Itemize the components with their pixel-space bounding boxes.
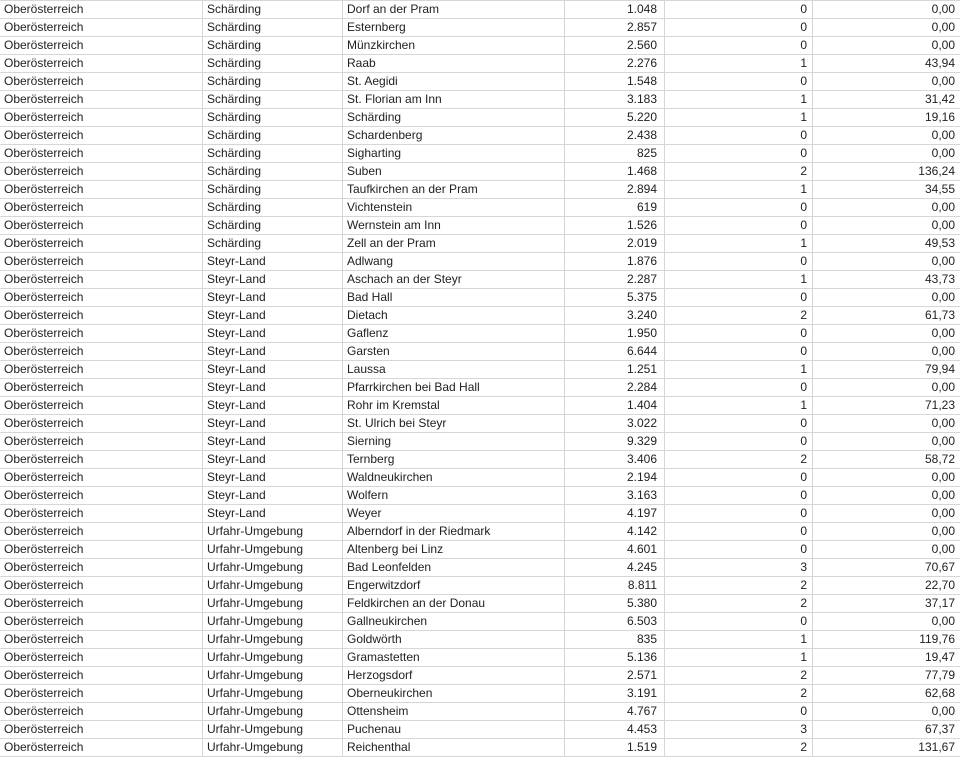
cell-population[interactable]: 1.519 <box>565 739 665 757</box>
cell-count[interactable]: 0 <box>665 145 813 163</box>
cell-state[interactable]: Oberösterreich <box>0 343 203 361</box>
cell-district[interactable]: Schärding <box>203 1 343 19</box>
cell-district[interactable]: Urfahr-Umgebung <box>203 721 343 739</box>
cell-population[interactable]: 3.240 <box>565 307 665 325</box>
cell-rate[interactable]: 0,00 <box>813 487 960 505</box>
cell-rate[interactable]: 0,00 <box>813 253 960 271</box>
cell-population[interactable]: 3.022 <box>565 415 665 433</box>
cell-population[interactable]: 6.644 <box>565 343 665 361</box>
cell-municipality[interactable]: Oberneukirchen <box>343 685 565 703</box>
cell-district[interactable]: Urfahr-Umgebung <box>203 631 343 649</box>
cell-state[interactable]: Oberösterreich <box>0 487 203 505</box>
cell-district[interactable]: Steyr-Land <box>203 379 343 397</box>
cell-rate[interactable]: 0,00 <box>813 37 960 55</box>
cell-state[interactable]: Oberösterreich <box>0 145 203 163</box>
cell-municipality[interactable]: Aschach an der Steyr <box>343 271 565 289</box>
cell-municipality[interactable]: Suben <box>343 163 565 181</box>
cell-municipality[interactable]: Reichenthal <box>343 739 565 757</box>
cell-rate[interactable]: 49,53 <box>813 235 960 253</box>
cell-district[interactable]: Urfahr-Umgebung <box>203 685 343 703</box>
table-row <box>0 631 960 649</box>
cell-state[interactable]: Oberösterreich <box>0 1 203 19</box>
cell-district[interactable]: Steyr-Land <box>203 469 343 487</box>
cell-rate[interactable]: 58,72 <box>813 451 960 469</box>
table-row <box>0 721 960 739</box>
cell-population[interactable]: 619 <box>565 199 665 217</box>
cell-district[interactable]: Steyr-Land <box>203 451 343 469</box>
cell-rate[interactable]: 43,94 <box>813 55 960 73</box>
cell-population[interactable]: 3.191 <box>565 685 665 703</box>
cell-rate[interactable]: 37,17 <box>813 595 960 613</box>
cell-rate[interactable]: 19,16 <box>813 109 960 127</box>
cell-count[interactable]: 1 <box>665 235 813 253</box>
cell-count[interactable]: 2 <box>665 739 813 757</box>
cell-population[interactable]: 4.245 <box>565 559 665 577</box>
cell-population[interactable]: 3.163 <box>565 487 665 505</box>
cell-district[interactable]: Steyr-Land <box>203 505 343 523</box>
table-row <box>0 37 960 55</box>
table-row <box>0 361 960 379</box>
table-row <box>0 595 960 613</box>
cell-population[interactable]: 2.571 <box>565 667 665 685</box>
cell-district[interactable]: Schärding <box>203 235 343 253</box>
cell-district[interactable]: Schärding <box>203 73 343 91</box>
cell-count[interactable]: 0 <box>665 217 813 235</box>
cell-state[interactable]: Oberösterreich <box>0 559 203 577</box>
cell-count[interactable]: 0 <box>665 523 813 541</box>
cell-rate[interactable]: 136,24 <box>813 163 960 181</box>
cell-municipality[interactable]: Laussa <box>343 361 565 379</box>
cell-district[interactable]: Urfahr-Umgebung <box>203 667 343 685</box>
table-row <box>0 523 960 541</box>
cell-district[interactable]: Steyr-Land <box>203 487 343 505</box>
cell-rate[interactable]: 0,00 <box>813 469 960 487</box>
cell-count[interactable]: 3 <box>665 559 813 577</box>
cell-population[interactable]: 1.526 <box>565 217 665 235</box>
cell-district[interactable]: Steyr-Land <box>203 253 343 271</box>
cell-population[interactable]: 3.406 <box>565 451 665 469</box>
cell-state[interactable]: Oberösterreich <box>0 73 203 91</box>
cell-state[interactable]: Oberösterreich <box>0 595 203 613</box>
table-row <box>0 703 960 721</box>
cell-district[interactable]: Urfahr-Umgebung <box>203 541 343 559</box>
cell-state[interactable]: Oberösterreich <box>0 379 203 397</box>
cell-count[interactable]: 0 <box>665 73 813 91</box>
table-row <box>0 325 960 343</box>
cell-state[interactable]: Oberösterreich <box>0 703 203 721</box>
cell-count[interactable]: 2 <box>665 685 813 703</box>
table-row <box>0 577 960 595</box>
cell-population[interactable]: 1.251 <box>565 361 665 379</box>
cell-district[interactable]: Steyr-Land <box>203 415 343 433</box>
cell-state[interactable]: Oberösterreich <box>0 451 203 469</box>
cell-count[interactable]: 0 <box>665 487 813 505</box>
cell-population[interactable]: 5.220 <box>565 109 665 127</box>
table-row <box>0 613 960 631</box>
cell-count[interactable]: 1 <box>665 631 813 649</box>
cell-count[interactable]: 0 <box>665 505 813 523</box>
table-row <box>0 397 960 415</box>
cell-population[interactable]: 2.857 <box>565 19 665 37</box>
cell-state[interactable]: Oberösterreich <box>0 127 203 145</box>
cell-count[interactable]: 1 <box>665 91 813 109</box>
cell-rate[interactable]: 62,68 <box>813 685 960 703</box>
cell-population[interactable]: 2.284 <box>565 379 665 397</box>
cell-rate[interactable]: 0,00 <box>813 505 960 523</box>
cell-count[interactable]: 0 <box>665 469 813 487</box>
cell-municipality[interactable]: Dietach <box>343 307 565 325</box>
cell-municipality[interactable]: Waldneukirchen <box>343 469 565 487</box>
cell-rate[interactable]: 0,00 <box>813 145 960 163</box>
cell-municipality[interactable]: Garsten <box>343 343 565 361</box>
cell-rate[interactable]: 0,00 <box>813 127 960 145</box>
table-row <box>0 1 960 19</box>
cell-state[interactable]: Oberösterreich <box>0 613 203 631</box>
cell-population[interactable]: 1.468 <box>565 163 665 181</box>
cell-district[interactable]: Schärding <box>203 181 343 199</box>
table-row <box>0 109 960 127</box>
cell-count[interactable]: 1 <box>665 55 813 73</box>
cell-municipality[interactable]: Weyer <box>343 505 565 523</box>
cell-state[interactable]: Oberösterreich <box>0 505 203 523</box>
cell-population[interactable]: 825 <box>565 145 665 163</box>
table-row <box>0 667 960 685</box>
cell-municipality[interactable]: Wolfern <box>343 487 565 505</box>
cell-district[interactable]: Schärding <box>203 91 343 109</box>
cell-state[interactable]: Oberösterreich <box>0 667 203 685</box>
cell-rate[interactable]: 0,00 <box>813 73 960 91</box>
cell-population[interactable]: 5.380 <box>565 595 665 613</box>
cell-population[interactable]: 2.894 <box>565 181 665 199</box>
cell-district[interactable]: Steyr-Land <box>203 325 343 343</box>
table-row <box>0 487 960 505</box>
cell-state[interactable]: Oberösterreich <box>0 55 203 73</box>
cell-district[interactable]: Schärding <box>203 145 343 163</box>
cell-district[interactable]: Urfahr-Umgebung <box>203 739 343 757</box>
cell-district[interactable]: Steyr-Land <box>203 343 343 361</box>
cell-municipality[interactable]: St. Ulrich bei Steyr <box>343 415 565 433</box>
cell-municipality[interactable]: Vichtenstein <box>343 199 565 217</box>
table-row <box>0 217 960 235</box>
cell-district[interactable]: Schärding <box>203 127 343 145</box>
table-row <box>0 649 960 667</box>
cell-count[interactable]: 3 <box>665 721 813 739</box>
cell-state[interactable]: Oberösterreich <box>0 235 203 253</box>
table-row <box>0 145 960 163</box>
cell-municipality[interactable]: Adlwang <box>343 253 565 271</box>
table-row <box>0 235 960 253</box>
cell-count[interactable]: 0 <box>665 325 813 343</box>
cell-rate[interactable]: 0,00 <box>813 289 960 307</box>
cell-population[interactable]: 2.560 <box>565 37 665 55</box>
cell-state[interactable]: Oberösterreich <box>0 361 203 379</box>
cell-count[interactable]: 2 <box>665 667 813 685</box>
cell-count[interactable]: 1 <box>665 649 813 667</box>
cell-district[interactable]: Urfahr-Umgebung <box>203 613 343 631</box>
cell-count[interactable]: 0 <box>665 37 813 55</box>
table-row <box>0 469 960 487</box>
cell-rate[interactable]: 0,00 <box>813 379 960 397</box>
cell-population[interactable]: 4.197 <box>565 505 665 523</box>
cell-state[interactable]: Oberösterreich <box>0 217 203 235</box>
cell-rate[interactable]: 119,76 <box>813 631 960 649</box>
cell-population[interactable]: 9.329 <box>565 433 665 451</box>
table-row <box>0 127 960 145</box>
cell-district[interactable]: Urfahr-Umgebung <box>203 577 343 595</box>
cell-state[interactable]: Oberösterreich <box>0 415 203 433</box>
cell-population[interactable]: 2.438 <box>565 127 665 145</box>
cell-district[interactable]: Schärding <box>203 37 343 55</box>
cell-district[interactable]: Schärding <box>203 217 343 235</box>
cell-count[interactable]: 0 <box>665 433 813 451</box>
cell-state[interactable]: Oberösterreich <box>0 253 203 271</box>
cell-count[interactable]: 1 <box>665 181 813 199</box>
cell-state[interactable]: Oberösterreich <box>0 19 203 37</box>
cell-count[interactable]: 0 <box>665 613 813 631</box>
cell-municipality[interactable]: Rohr im Kremstal <box>343 397 565 415</box>
cell-rate[interactable]: 0,00 <box>813 1 960 19</box>
cell-rate[interactable]: 67,37 <box>813 721 960 739</box>
cell-count[interactable]: 0 <box>665 253 813 271</box>
cell-rate[interactable]: 77,79 <box>813 667 960 685</box>
cell-district[interactable]: Steyr-Land <box>203 307 343 325</box>
cell-state[interactable]: Oberösterreich <box>0 469 203 487</box>
cell-state[interactable]: Oberösterreich <box>0 685 203 703</box>
cell-municipality[interactable]: Bad Hall <box>343 289 565 307</box>
cell-municipality[interactable]: Bad Leonfelden <box>343 559 565 577</box>
cell-population[interactable]: 4.601 <box>565 541 665 559</box>
cell-count[interactable]: 1 <box>665 109 813 127</box>
cell-municipality[interactable]: St. Aegidi <box>343 73 565 91</box>
cell-state[interactable]: Oberösterreich <box>0 163 203 181</box>
cell-municipality[interactable]: Alberndorf in der Riedmark <box>343 523 565 541</box>
cell-district[interactable]: Urfahr-Umgebung <box>203 523 343 541</box>
cell-state[interactable]: Oberösterreich <box>0 325 203 343</box>
cell-municipality[interactable]: Altenberg bei Linz <box>343 541 565 559</box>
table-row <box>0 451 960 469</box>
cell-municipality[interactable]: Dorf an der Pram <box>343 1 565 19</box>
cell-count[interactable]: 0 <box>665 1 813 19</box>
cell-state[interactable]: Oberösterreich <box>0 631 203 649</box>
cell-rate[interactable]: 70,67 <box>813 559 960 577</box>
cell-municipality[interactable]: Taufkirchen an der Pram <box>343 181 565 199</box>
table-row <box>0 91 960 109</box>
cell-municipality[interactable]: Puchenau <box>343 721 565 739</box>
cell-rate[interactable]: 79,94 <box>813 361 960 379</box>
cell-state[interactable]: Oberösterreich <box>0 181 203 199</box>
table-row <box>0 271 960 289</box>
cell-population[interactable]: 8.811 <box>565 577 665 595</box>
cell-municipality[interactable]: Münzkirchen <box>343 37 565 55</box>
cell-population[interactable]: 5.375 <box>565 289 665 307</box>
cell-count[interactable]: 2 <box>665 577 813 595</box>
cell-state[interactable]: Oberösterreich <box>0 289 203 307</box>
table-row <box>0 55 960 73</box>
cell-count[interactable]: 0 <box>665 703 813 721</box>
cell-population[interactable]: 2.019 <box>565 235 665 253</box>
cell-rate[interactable]: 0,00 <box>813 325 960 343</box>
cell-district[interactable]: Steyr-Land <box>203 397 343 415</box>
table-row <box>0 199 960 217</box>
cell-rate[interactable]: 34,55 <box>813 181 960 199</box>
cell-count[interactable]: 2 <box>665 307 813 325</box>
cell-rate[interactable]: 0,00 <box>813 523 960 541</box>
cell-district[interactable]: Steyr-Land <box>203 433 343 451</box>
cell-population[interactable]: 6.503 <box>565 613 665 631</box>
cell-rate[interactable]: 0,00 <box>813 217 960 235</box>
cell-count[interactable]: 0 <box>665 289 813 307</box>
cell-count[interactable]: 0 <box>665 19 813 37</box>
table-row <box>0 541 960 559</box>
cell-count[interactable]: 0 <box>665 415 813 433</box>
cell-rate[interactable]: 22,70 <box>813 577 960 595</box>
cell-population[interactable]: 4.142 <box>565 523 665 541</box>
table-row <box>0 343 960 361</box>
cell-rate[interactable]: 61,73 <box>813 307 960 325</box>
cell-municipality[interactable]: Feldkirchen an der Donau <box>343 595 565 613</box>
cell-state[interactable]: Oberösterreich <box>0 739 203 757</box>
cell-municipality[interactable]: Gramastetten <box>343 649 565 667</box>
cell-state[interactable]: Oberösterreich <box>0 721 203 739</box>
cell-rate[interactable]: 71,23 <box>813 397 960 415</box>
cell-population[interactable]: 1.950 <box>565 325 665 343</box>
cell-rate[interactable]: 0,00 <box>813 613 960 631</box>
cell-rate[interactable]: 0,00 <box>813 703 960 721</box>
cell-population[interactable]: 5.136 <box>565 649 665 667</box>
cell-population[interactable]: 1.548 <box>565 73 665 91</box>
table-row <box>0 19 960 37</box>
table-row <box>0 73 960 91</box>
table-row <box>0 559 960 577</box>
cell-population[interactable]: 4.767 <box>565 703 665 721</box>
cell-district[interactable]: Urfahr-Umgebung <box>203 649 343 667</box>
cell-district[interactable]: Steyr-Land <box>203 271 343 289</box>
cell-count[interactable]: 1 <box>665 271 813 289</box>
table-row <box>0 289 960 307</box>
table-row <box>0 739 960 757</box>
cell-state[interactable]: Oberösterreich <box>0 433 203 451</box>
cell-rate[interactable]: 19,47 <box>813 649 960 667</box>
table-row <box>0 415 960 433</box>
cell-district[interactable]: Steyr-Land <box>203 361 343 379</box>
cell-rate[interactable]: 0,00 <box>813 199 960 217</box>
cell-municipality[interactable]: Wernstein am Inn <box>343 217 565 235</box>
cell-district[interactable]: Schärding <box>203 163 343 181</box>
cell-state[interactable]: Oberösterreich <box>0 649 203 667</box>
cell-population[interactable]: 835 <box>565 631 665 649</box>
cell-state[interactable]: Oberösterreich <box>0 109 203 127</box>
cell-population[interactable]: 3.183 <box>565 91 665 109</box>
cell-population[interactable]: 2.287 <box>565 271 665 289</box>
cell-count[interactable]: 1 <box>665 361 813 379</box>
table-row <box>0 433 960 451</box>
cell-municipality[interactable]: Engerwitzdorf <box>343 577 565 595</box>
cell-state[interactable]: Oberösterreich <box>0 523 203 541</box>
cell-count[interactable]: 0 <box>665 199 813 217</box>
cell-municipality[interactable]: Ottensheim <box>343 703 565 721</box>
cell-population[interactable]: 4.453 <box>565 721 665 739</box>
cell-state[interactable]: Oberösterreich <box>0 541 203 559</box>
cell-district[interactable]: Urfahr-Umgebung <box>203 703 343 721</box>
cell-municipality[interactable]: Pfarrkirchen bei Bad Hall <box>343 379 565 397</box>
cell-population[interactable]: 1.404 <box>565 397 665 415</box>
cell-state[interactable]: Oberösterreich <box>0 271 203 289</box>
cell-district[interactable]: Schärding <box>203 19 343 37</box>
cell-municipality[interactable]: Sierning <box>343 433 565 451</box>
table-row <box>0 307 960 325</box>
cell-rate[interactable]: 0,00 <box>813 433 960 451</box>
cell-municipality[interactable]: Sigharting <box>343 145 565 163</box>
cell-district[interactable]: Schärding <box>203 109 343 127</box>
cell-district[interactable]: Urfahr-Umgebung <box>203 559 343 577</box>
cell-rate[interactable]: 0,00 <box>813 415 960 433</box>
cell-municipality[interactable]: Schardenberg <box>343 127 565 145</box>
cell-municipality[interactable]: Raab <box>343 55 565 73</box>
cell-municipality[interactable]: Zell an der Pram <box>343 235 565 253</box>
cell-count[interactable]: 1 <box>665 397 813 415</box>
cell-count[interactable]: 2 <box>665 451 813 469</box>
cell-municipality[interactable]: Gallneukirchen <box>343 613 565 631</box>
cell-population[interactable]: 1.048 <box>565 1 665 19</box>
cell-rate[interactable]: 0,00 <box>813 19 960 37</box>
cell-municipality[interactable]: St. Florian am Inn <box>343 91 565 109</box>
cell-municipality[interactable]: Ternberg <box>343 451 565 469</box>
cell-count[interactable]: 0 <box>665 541 813 559</box>
cell-count[interactable]: 0 <box>665 379 813 397</box>
cell-count[interactable]: 2 <box>665 163 813 181</box>
cell-municipality[interactable]: Schärding <box>343 109 565 127</box>
table-row <box>0 685 960 703</box>
cell-state[interactable]: Oberösterreich <box>0 577 203 595</box>
cell-municipality[interactable]: Gaflenz <box>343 325 565 343</box>
cell-state[interactable]: Oberösterreich <box>0 91 203 109</box>
table-row <box>0 379 960 397</box>
cell-state[interactable]: Oberösterreich <box>0 199 203 217</box>
cell-municipality[interactable]: Herzogsdorf <box>343 667 565 685</box>
cell-rate[interactable]: 0,00 <box>813 541 960 559</box>
cell-district[interactable]: Schärding <box>203 199 343 217</box>
table-row <box>0 163 960 181</box>
table-row <box>0 505 960 523</box>
cell-district[interactable]: Urfahr-Umgebung <box>203 595 343 613</box>
cell-state[interactable]: Oberösterreich <box>0 307 203 325</box>
cell-population[interactable]: 2.194 <box>565 469 665 487</box>
cell-state[interactable]: Oberösterreich <box>0 397 203 415</box>
cell-district[interactable]: Schärding <box>203 55 343 73</box>
cell-rate[interactable]: 31,42 <box>813 91 960 109</box>
cell-population[interactable]: 1.876 <box>565 253 665 271</box>
cell-count[interactable]: 0 <box>665 127 813 145</box>
cell-municipality[interactable]: Goldwörth <box>343 631 565 649</box>
table-row <box>0 253 960 271</box>
cell-rate[interactable]: 131,67 <box>813 739 960 757</box>
cell-rate[interactable]: 0,00 <box>813 343 960 361</box>
cell-count[interactable]: 0 <box>665 343 813 361</box>
cell-district[interactable]: Steyr-Land <box>203 289 343 307</box>
cell-state[interactable]: Oberösterreich <box>0 37 203 55</box>
table-row <box>0 181 960 199</box>
cell-population[interactable]: 2.276 <box>565 55 665 73</box>
cell-count[interactable]: 2 <box>665 595 813 613</box>
cell-rate[interactable]: 43,73 <box>813 271 960 289</box>
cell-municipality[interactable]: Esternberg <box>343 19 565 37</box>
